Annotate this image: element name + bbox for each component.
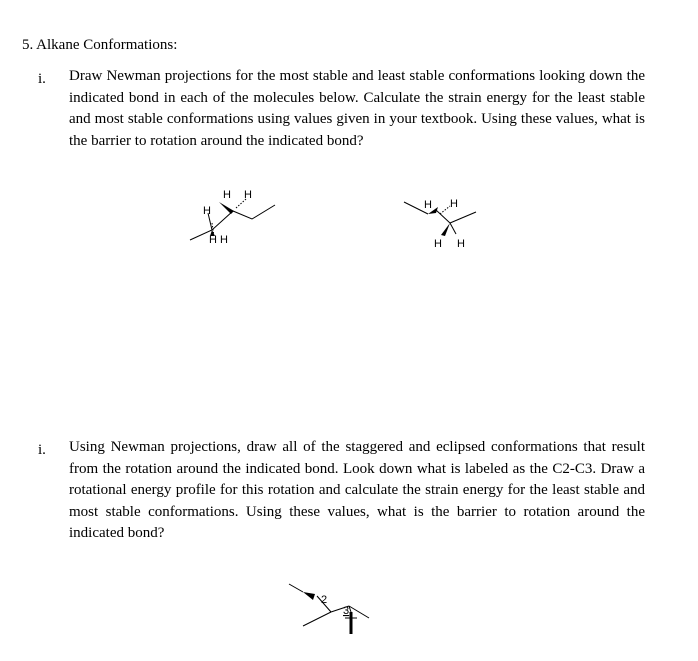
molecule-left-h4: H [209, 234, 217, 246]
molecule-bottom-c3-label: 3 [343, 605, 350, 617]
question-1-text: Draw Newman projections for the most stable and least stable conformations looking down the indicated bond in each of the molecules below. Calculate the strain energy for the least stable and most stable conformations using values given in your textbook. Using these values, what is the barrier to rotation around the indicated bond? [69, 68, 645, 149]
molecule-left-h1: H [203, 205, 211, 217]
molecule-right-h1: H [424, 199, 432, 211]
question-1-marker: i. [38, 71, 46, 87]
molecule-bottom-structure [285, 578, 385, 638]
molecule-right-h3: H [434, 238, 442, 250]
molecule-right-h2: H [450, 198, 458, 210]
question-2-text: Using Newman projections, draw all of the staggered and eclipsed conformations that result from the rotation around the indicated bond. Look down what is labeled as the C2-C3. Draw a rotational energy profile for this rotation and calculate the strain energy for the least stable and most stable conformations. Using these values, what is the barrier to rotation around the indicated bond? [69, 439, 645, 541]
molecule-left-h2: H [223, 189, 231, 201]
section-heading: 5. Alkane Conformations: [22, 37, 178, 53]
molecule-right-structure [400, 190, 490, 252]
molecule-right-h4: H [457, 238, 465, 250]
molecule-bottom-c2-label: 2 [321, 594, 328, 606]
question-2-marker: i. [38, 442, 46, 458]
molecule-left-structure [185, 185, 280, 247]
molecule-left-h5: H [220, 234, 228, 246]
molecule-left-h3: H [244, 189, 252, 201]
